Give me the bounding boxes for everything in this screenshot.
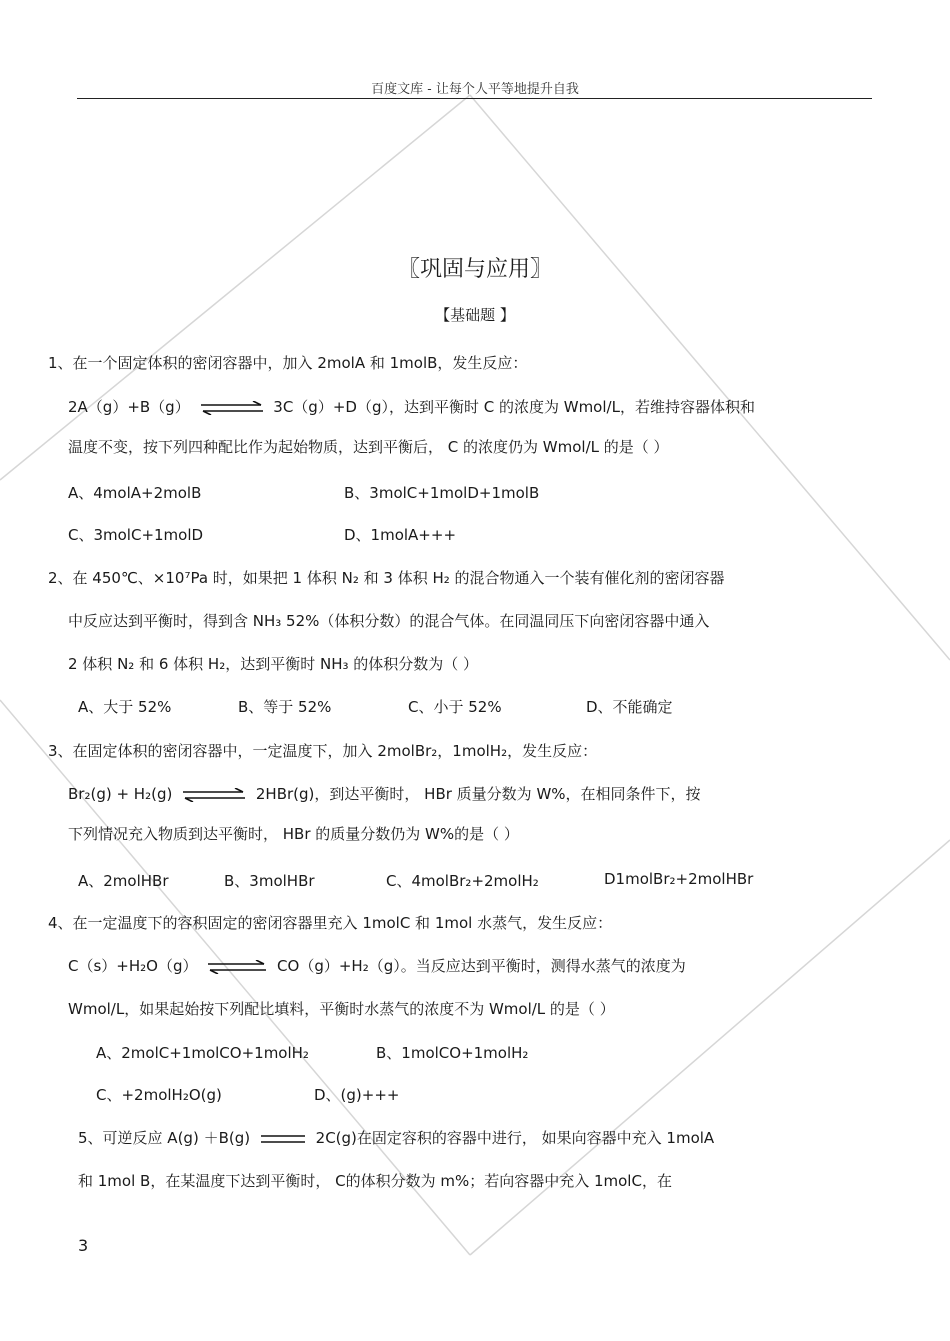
section-subtitle: 【基础题 】 [435, 306, 515, 324]
q2-option-d: D、不能确定 [586, 698, 673, 716]
q3-line3: 下列情况充入物质到达平衡时， HBr 的质量分数仍为 W%的是（ ） [68, 825, 519, 843]
equilibrium-arrow-icon [199, 401, 265, 415]
q4-reactants: C（s）+H₂O（g） [68, 957, 198, 975]
equilibrium-arrow-icon [206, 960, 268, 974]
equilibrium-arrow-icon [259, 1133, 307, 1145]
q5-line1 [78, 1127, 714, 1148]
q1-line1: 1、在一个固定体积的密闭容器中，加入 2molA 和 1molB，发生反应： [48, 354, 528, 372]
q3-line1: 3、在固定体积的密闭容器中，一定温度下，加入 2molBr₂，1molH₂，发生反应： [48, 742, 598, 760]
q1-line3: 温度不变，按下列四种配比作为起始物质，达到平衡后， C 的浓度仍为 Wmol/L 的是（ ） [68, 438, 669, 456]
q1-products: 3C（g）+D（g），达到平衡时 C 的浓度为 Wmol/L，若维持容器体积和 [273, 398, 755, 416]
q1-reactants: 2A（g）+B（g） [68, 398, 190, 416]
q1-line2 [68, 396, 755, 417]
page-number: 3 [78, 1236, 89, 1255]
q2-option-b: B、等于 52% [238, 698, 332, 716]
q2-line2: 中反应达到平衡时，得到含 NH₃ 52%（体积分数）的混合气体。在同温同压下向密闭容器中通入 [68, 612, 710, 630]
q4-line1: 4、在一定温度下的容积固定的密闭容器里充入 1molC 和 1mol 水蒸气，发生反应： [48, 914, 613, 932]
q2-option-a: A、大于 52% [78, 698, 172, 716]
section-title: 〖巩固与应用〗 [397, 257, 552, 282]
q2-option-c: C、小于 52% [408, 698, 502, 716]
q3-line2 [68, 783, 701, 804]
q3-products: 2HBr(g)，到达平衡时， HBr 质量分数为 W%，在相同条件下，按 [255, 785, 701, 803]
q5-reactants: 5、可逆反应 A(g) ＋B(g) [78, 1129, 251, 1147]
q5-products: 2C(g)在固定容积的容器中进行， 如果向容器中充入 1molA [315, 1129, 715, 1147]
q4-option-a: A、2molC+1molCO+1molH₂ [96, 1044, 309, 1062]
q1-option-c: C、3molC+1molD [68, 526, 204, 544]
q3-reactants: Br₂(g) + H₂(g) [68, 785, 173, 803]
q3-option-b: B、3molHBr [224, 872, 315, 890]
q2-line1: 2、在 450℃、×10⁷Pa 时，如果把 1 体积 N₂ 和 3 体积 H₂ 的混合物通入一个装有催化剂的密闭容器 [48, 569, 725, 587]
q5-line2: 和 1mol B，在某温度下达到平衡时， C的体积分数为 m%；若向容器中充入 1molC，在 [78, 1172, 672, 1190]
equilibrium-arrow-icon [181, 788, 247, 802]
q3-option-d: D1molBr₂+2molHBr [604, 870, 754, 888]
q1-option-d: D、1molA+++ [344, 526, 457, 544]
q4-option-d: D、(g)+++ [314, 1086, 400, 1104]
q2-line3: 2 体积 N₂ 和 6 体积 H₂，达到平衡时 NH₃ 的体积分数为（ ） [68, 655, 479, 673]
q1-option-b: B、3molC+1molD+1molB [344, 484, 540, 502]
q4-products: CO（g）+H₂（g）。当反应达到平衡时，测得水蒸气的浓度为 [277, 957, 686, 975]
q3-option-c: C、4molBr₂+2molH₂ [386, 872, 539, 890]
q4-line3: Wmol/L，如果起始按下列配比填料，平衡时水蒸气的浓度不为 Wmol/L 的是（ ） [68, 1000, 615, 1018]
q4-option-c: C、+2molH₂O(g) [96, 1086, 222, 1104]
q3-option-a: A、2molHBr [78, 872, 169, 890]
q1-option-a: A、4molA+2molB [68, 484, 202, 502]
header-rule [77, 98, 872, 99]
page-header: 百度文库 - 让每个人平等地提升自我 [371, 82, 579, 97]
q4-option-b: B、1molCO+1molH₂ [376, 1044, 529, 1062]
q4-line2 [68, 955, 686, 976]
